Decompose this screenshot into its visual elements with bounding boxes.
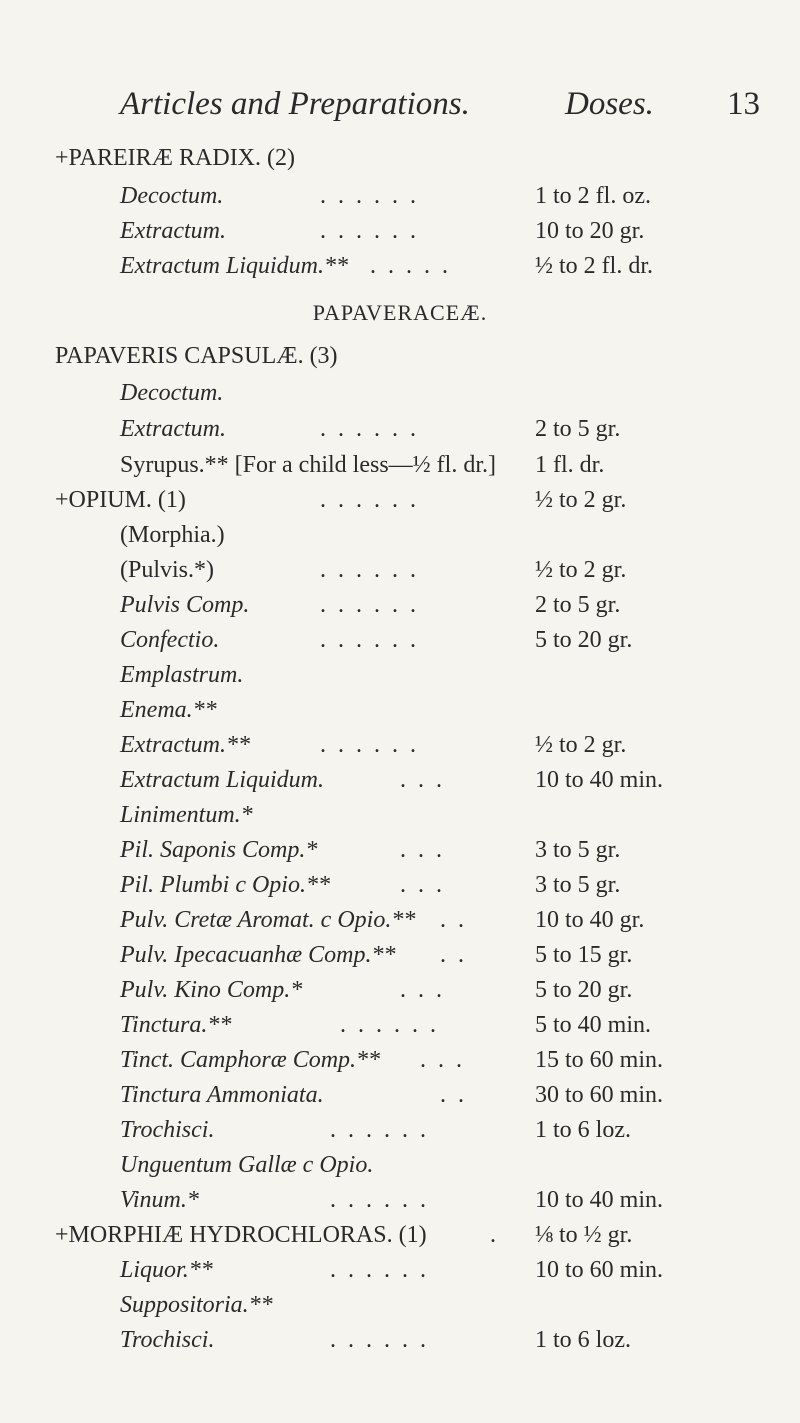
page-header-left: Articles and Preparations. bbox=[120, 86, 470, 122]
table-row bbox=[0, 253, 800, 283]
preparation-label: Liquor.** bbox=[120, 1257, 213, 1283]
dose-value: 5 to 15 gr. bbox=[535, 942, 633, 968]
dose-value: ½ to 2 fl. dr. bbox=[535, 253, 653, 279]
dose-value: 2 to 5 gr. bbox=[535, 592, 621, 618]
dose-value: 10 to 20 gr. bbox=[535, 218, 645, 244]
preparation-label: +PAREIRÆ RADIX. (2) bbox=[55, 145, 295, 171]
preparation-label: Extractum.** bbox=[120, 732, 250, 758]
preparation-label: Pulv. Ipecacuanhæ Comp.** bbox=[120, 942, 396, 968]
table-row bbox=[0, 662, 800, 692]
dose-value: 5 to 20 gr. bbox=[535, 627, 633, 653]
table-row bbox=[0, 802, 800, 832]
preparation-label: Decoctum. bbox=[120, 380, 224, 406]
preparation-label: Extractum Liquidum.** bbox=[120, 253, 348, 279]
table-row bbox=[0, 697, 800, 727]
table-row bbox=[0, 343, 800, 373]
table-row bbox=[0, 732, 800, 762]
dose-value: 2 to 5 gr. bbox=[535, 416, 621, 442]
table-row bbox=[0, 1117, 800, 1147]
dose-value: ½ to 2 gr. bbox=[535, 487, 627, 513]
preparation-label: Decoctum. bbox=[120, 183, 224, 209]
table-row bbox=[0, 1327, 800, 1357]
preparation-label: Confectio. bbox=[120, 627, 220, 653]
table-row bbox=[0, 183, 800, 213]
leader-dots: ...... bbox=[330, 1257, 438, 1283]
leader-dots: ..... bbox=[370, 253, 460, 279]
leader-dots: ...... bbox=[340, 1012, 448, 1038]
preparation-label: Trochisci. bbox=[120, 1327, 215, 1353]
table-row bbox=[0, 1152, 800, 1182]
leader-dots: ...... bbox=[320, 218, 428, 244]
table-row bbox=[0, 942, 800, 972]
preparation-label: Tinctura Ammoniata. bbox=[120, 1082, 324, 1108]
table-row bbox=[0, 1292, 800, 1322]
leader-dots: ... bbox=[400, 872, 454, 898]
dose-value: 10 to 60 min. bbox=[535, 1257, 664, 1283]
preparation-label: Suppositoria.** bbox=[120, 1292, 273, 1318]
leader-dots: ...... bbox=[320, 627, 428, 653]
leader-dots: . bbox=[490, 1222, 508, 1248]
dose-value: 10 to 40 gr. bbox=[535, 907, 645, 933]
dose-value: 10 to 40 min. bbox=[535, 1187, 664, 1213]
dose-value: 1 to 6 loz. bbox=[535, 1117, 631, 1143]
preparation-label: PAPAVERIS CAPSULÆ. (3) bbox=[55, 343, 338, 369]
preparation-label: Unguentum Gallæ c Opio. bbox=[120, 1152, 374, 1178]
preparation-label: Linimentum.* bbox=[120, 802, 253, 828]
table-row bbox=[0, 1222, 800, 1252]
leader-dots: ... bbox=[400, 837, 454, 863]
table-row bbox=[0, 487, 800, 517]
leader-dots: .. bbox=[440, 1082, 476, 1108]
dose-value: 1 to 2 fl. oz. bbox=[535, 183, 651, 209]
leader-dots: ... bbox=[400, 767, 454, 793]
table-row bbox=[0, 218, 800, 248]
preparation-label: Pulv. Cretæ Aromat. c Opio.** bbox=[120, 907, 416, 933]
table-row bbox=[0, 145, 800, 175]
dose-value: 30 to 60 min. bbox=[535, 1082, 664, 1108]
leader-dots: ... bbox=[420, 1047, 474, 1073]
preparation-label: Trochisci. bbox=[120, 1117, 215, 1143]
leader-dots: ...... bbox=[320, 557, 428, 583]
preparation-label: Extractum Liquidum. bbox=[120, 767, 324, 793]
preparation-label: (Pulvis.*) bbox=[120, 557, 215, 583]
preparation-label: (Morphia.) bbox=[120, 522, 225, 548]
preparation-label: +MORPHIÆ HYDROCHLORAS. (1) bbox=[55, 1222, 427, 1248]
dose-value: 3 to 5 gr. bbox=[535, 837, 621, 863]
leader-dots: ...... bbox=[320, 183, 428, 209]
table-row bbox=[0, 977, 800, 1007]
page-header-right: Doses. bbox=[565, 86, 654, 122]
table-row bbox=[0, 1187, 800, 1217]
leader-dots: ...... bbox=[320, 732, 428, 758]
preparation-label: Emplastrum. bbox=[120, 662, 244, 688]
preparation-label: Tinctura.** bbox=[120, 1012, 232, 1038]
table-row bbox=[0, 380, 800, 410]
dose-value: 10 to 40 min. bbox=[535, 767, 664, 793]
preparation-label: Pil. Saponis Comp.* bbox=[120, 837, 318, 863]
preparation-label: Syrupus.** [For a child less—½ fl. dr.] bbox=[120, 452, 496, 478]
dose-value: ½ to 2 gr. bbox=[535, 732, 627, 758]
section-heading: PAPAVERACEÆ. bbox=[312, 300, 488, 325]
dose-value: ⅛ to ½ gr. bbox=[535, 1222, 633, 1248]
dose-value: 1 to 6 loz. bbox=[535, 1327, 631, 1353]
table-row bbox=[0, 557, 800, 587]
table-row bbox=[0, 627, 800, 657]
dose-value: ½ to 2 gr. bbox=[535, 557, 627, 583]
dose-value: 3 to 5 gr. bbox=[535, 872, 621, 898]
table-row bbox=[0, 452, 800, 482]
table-row bbox=[0, 1047, 800, 1077]
table-row bbox=[0, 837, 800, 867]
leader-dots: ...... bbox=[330, 1117, 438, 1143]
table-row bbox=[0, 592, 800, 622]
dose-value: 1 fl. dr. bbox=[535, 452, 605, 478]
preparation-label: Vinum.* bbox=[120, 1187, 199, 1213]
leader-dots: ... bbox=[400, 977, 454, 1003]
leader-dots: ...... bbox=[330, 1327, 438, 1353]
leader-dots: ...... bbox=[330, 1187, 438, 1213]
preparation-label: Enema.** bbox=[120, 697, 217, 723]
leader-dots: ...... bbox=[320, 592, 428, 618]
preparation-label: Pulv. Kino Comp.* bbox=[120, 977, 303, 1003]
table-row bbox=[0, 767, 800, 797]
leader-dots: .. bbox=[440, 942, 476, 968]
dose-value: 5 to 40 min. bbox=[535, 1012, 652, 1038]
leader-dots: ...... bbox=[320, 487, 428, 513]
preparation-label: Extractum. bbox=[120, 416, 226, 442]
table-row bbox=[0, 1082, 800, 1112]
table-row bbox=[0, 872, 800, 902]
preparation-label: Extractum. bbox=[120, 218, 226, 244]
preparation-label: Tinct. Camphoræ Comp.** bbox=[120, 1047, 381, 1073]
leader-dots: .. bbox=[440, 907, 476, 933]
preparation-label: Pulvis Comp. bbox=[120, 592, 250, 618]
preparation-label: Pil. Plumbi c Opio.** bbox=[120, 872, 330, 898]
dose-value: 15 to 60 min. bbox=[535, 1047, 664, 1073]
table-row bbox=[0, 907, 800, 937]
table-row bbox=[0, 1012, 800, 1042]
table-row bbox=[0, 1257, 800, 1287]
leader-dots: ...... bbox=[320, 416, 428, 442]
table-row bbox=[0, 416, 800, 446]
table-row bbox=[0, 522, 800, 552]
dose-value: 5 to 20 gr. bbox=[535, 977, 633, 1003]
page-number: 13 bbox=[727, 86, 760, 122]
preparation-label: +OPIUM. (1) bbox=[55, 487, 186, 513]
